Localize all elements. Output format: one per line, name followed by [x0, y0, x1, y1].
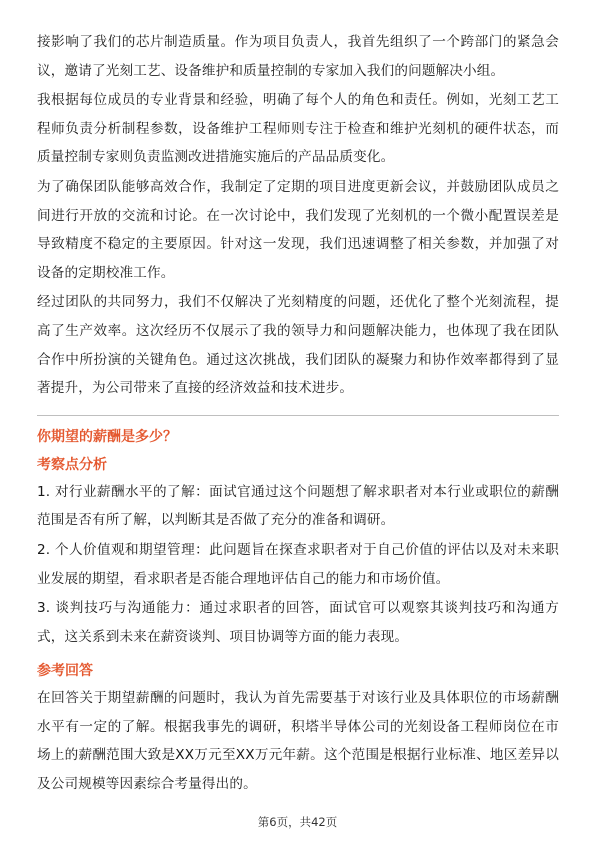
body-paragraph-3: 为了确保团队能够高效合作，我制定了定期的项目进度更新会议，并鼓励团队成员之间进行开放的交流和讨论。在一次讨论中，我们发现了光刻机的一个微小配置误差是导致精度不稳定的主要原因。针对这一发现，我们迅速调整了相关参数，并加强了对设备的定期校准工作。: [37, 178, 559, 281]
body-paragraph-4: 经过团队的共同努力，我们不仅解决了光刻精度的问题，还优化了整个光刻流程，提高了生产效率。这次经历不仅展示了我的领导力和问题解决能力，也体现了我在团队合作中所扮演的关键角色。通过这次挑战，我们团队的凝聚力和协作效率都得到了显著提升，为公司带来了直接的经济效益和技术进步。: [37, 294, 559, 397]
body-paragraph-1: 接影响了我们的芯片制造质量。作为项目负责人，我首先组织了一个跨部门的紧急会议，邀请了光刻工艺、设备维护和质量控制的专家加入我们的问题解决小组。: [37, 34, 559, 79]
analysis-point-3: 3. 谈判技巧与沟通能力：通过求职者的回答，面试官可以观察其谈判技巧和沟通方式，这关系到未来在薪资谈判、项目协调等方面的能力表现。: [37, 600, 559, 645]
question-title: 你期望的薪酬是多少？: [37, 428, 177, 445]
body-paragraph-2: 我根据每位成员的专业背景和经验，明确了每个人的角色和责任。例如，光刻工艺工程师负责分析制程参数，设备维护工程师则专注于检查和维护光刻机的硬件状态，而质量控制专家则负责监测改进措施实施后的产品品质变化。: [37, 92, 559, 166]
page-content: [37, 28, 559, 800]
analysis-point-2: 2. 个人价值观和期望管理：此问题旨在探查求职者对于自己价值的评估以及对未来职业发展的期望，看求职者是否能合理地评估自己的能力和市场价值。: [37, 541, 559, 587]
analysis-point-1: 1. 对行业薪酬水平的了解：面试官通过这个问题想了解求职者对本行业或职位的薪酬范围是否有所了解，以判断其是否做了充分的准备和调研。: [37, 483, 559, 529]
page-number-footer: 第6页，共42页: [257, 815, 338, 829]
answer-paragraph-1: 在回答关于期望薪酬的问题时，我认为首先需要基于对该行业及具体职位的市场薪酬水平有一定的了解。根据我事先的调研，积塔半导体公司的光刻设备工程师岗位在市场上的薪酬范围大致是XX万元至XX万元年薪。这个范围是根据行业标准、地区差异以及公司规模等因素综合考量得出的。: [37, 690, 559, 793]
analysis-heading: 考察点分析: [37, 456, 107, 473]
answer-heading: 参考回答: [37, 663, 93, 680]
section-divider: [37, 415, 559, 416]
